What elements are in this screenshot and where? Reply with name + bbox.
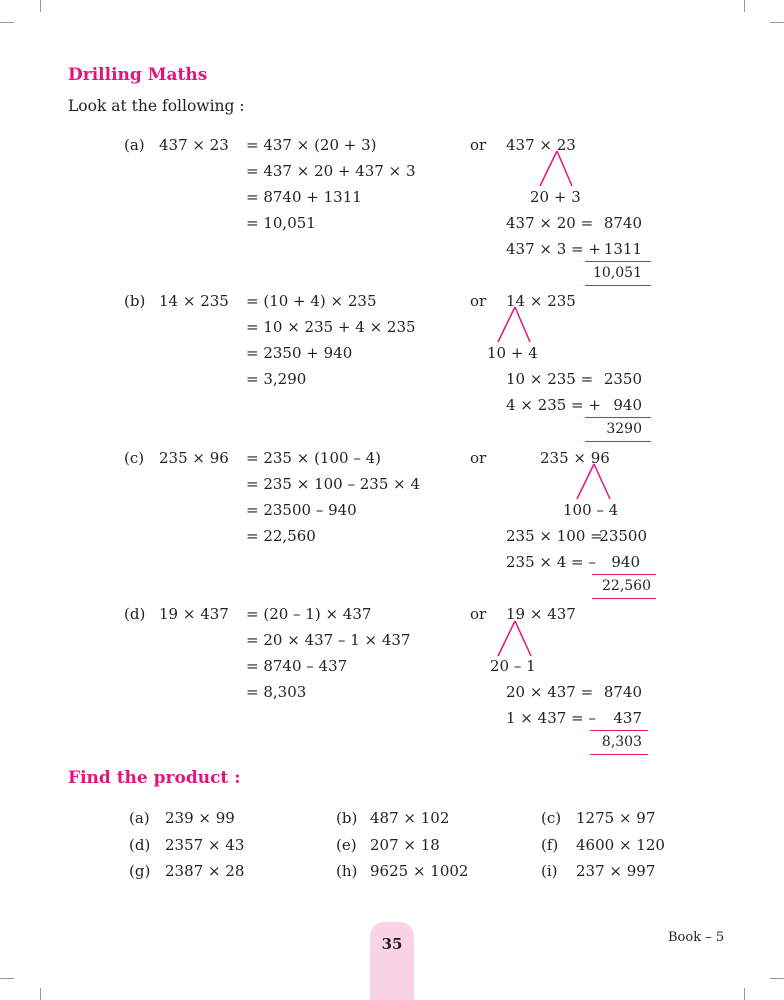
alt-expression: 19 × 437 (506, 605, 576, 623)
partial-product-value: 940 (611, 553, 640, 571)
crop-mark (770, 22, 784, 23)
partial-product-value: 23500 (599, 527, 647, 545)
sum-line (585, 285, 651, 286)
partial-product-value: 1311 (603, 240, 642, 258)
exercise-label: (f) (541, 836, 559, 854)
total-value: 8,303 (601, 734, 642, 750)
total-value: 3290 (606, 421, 642, 437)
crop-mark (40, 988, 41, 1000)
step-line: = 8,303 (246, 683, 307, 701)
step-line: = 10,051 (246, 214, 316, 232)
or-label: or (470, 605, 487, 623)
partial-product-value: 940 (613, 396, 642, 414)
step-line: = 20 × 437 – 1 × 437 (246, 631, 411, 649)
or-label: or (470, 449, 487, 467)
example-label: (b) (124, 292, 146, 310)
split-text: 20 – 1 (490, 657, 536, 675)
step-line: = (20 – 1) × 437 (246, 605, 372, 623)
section-title: Drilling Maths (68, 65, 208, 85)
alt-expression: 437 × 23 (506, 136, 576, 154)
exercise-expression: 239 × 99 (165, 809, 235, 827)
exercise-expression: 487 × 102 (370, 809, 450, 827)
example-expression: 14 × 235 (159, 292, 229, 310)
partial-product-label: 437 × 3 = + (506, 240, 601, 258)
sum-line (590, 754, 648, 755)
split-text: 100 – 4 (563, 501, 619, 519)
partial-product-label: 235 × 100 = (506, 527, 603, 545)
partial-product-label: 4 × 235 = + (506, 396, 601, 414)
exercise-title: Find the product : (68, 768, 241, 788)
alt-expression: 14 × 235 (506, 292, 576, 310)
partial-product-label: 437 × 20 = (506, 214, 594, 232)
exercise-expression: 2357 × 43 (165, 836, 245, 854)
crop-mark (744, 988, 745, 1000)
step-line: = 23500 – 940 (246, 501, 357, 519)
example-label: (d) (124, 605, 146, 623)
sum-line (592, 598, 656, 599)
exercise-label: (g) (129, 862, 151, 880)
split-lines (0, 0, 1, 1)
step-line: = 3,290 (246, 370, 307, 388)
crop-mark (0, 978, 14, 979)
exercise-expression: 2387 × 28 (165, 862, 245, 880)
partial-product-value: 437 (613, 709, 642, 727)
exercise-expression: 1275 × 97 (576, 809, 656, 827)
step-line: = 8740 – 437 (246, 657, 348, 675)
exercise-label: (a) (129, 809, 150, 827)
partial-product-label: 1 × 437 = – (506, 709, 596, 727)
exercise-expression: 9625 × 1002 (370, 862, 469, 880)
page-number-tab (370, 922, 414, 1000)
exercise-expression: 4600 × 120 (576, 836, 665, 854)
step-line: = 2350 + 940 (246, 344, 353, 362)
sum-line (585, 261, 651, 262)
intro-text: Look at the following : (68, 97, 245, 115)
step-line: = (10 + 4) × 235 (246, 292, 377, 310)
page-number: 35 (381, 935, 403, 953)
sum-line (592, 574, 656, 575)
split-text: 20 + 3 (530, 188, 581, 206)
or-label: or (470, 292, 487, 310)
crop-mark (40, 0, 41, 12)
sum-line (590, 730, 648, 731)
partial-product-label: 235 × 4 = – (506, 553, 596, 571)
exercise-label: (i) (541, 862, 558, 880)
example-label: (a) (124, 136, 145, 154)
exercise-label: (e) (336, 836, 357, 854)
partial-product-value: 8740 (603, 683, 642, 701)
step-line: = 22,560 (246, 527, 316, 545)
or-label: or (470, 136, 487, 154)
alt-expression: 235 × 96 (540, 449, 610, 467)
example-expression: 235 × 96 (159, 449, 229, 467)
step-line: = 437 × (20 + 3) (246, 136, 377, 154)
step-line: = 8740 + 1311 (246, 188, 362, 206)
exercise-label: (d) (129, 836, 151, 854)
partial-product-value: 8740 (603, 214, 642, 232)
step-line: = 235 × (100 – 4) (246, 449, 381, 467)
exercise-label: (c) (541, 809, 562, 827)
total-value: 22,560 (602, 578, 651, 594)
exercise-label: (b) (336, 809, 358, 827)
split-text: 10 + 4 (487, 344, 538, 362)
crop-mark (744, 0, 745, 12)
step-line: = 10 × 235 + 4 × 235 (246, 318, 416, 336)
step-line: = 235 × 100 – 235 × 4 (246, 475, 421, 493)
book-label: Book – 5 (668, 930, 725, 945)
sum-line (585, 441, 651, 442)
crop-mark (770, 978, 784, 979)
partial-product-label: 20 × 437 = (506, 683, 594, 701)
example-label: (c) (124, 449, 145, 467)
partial-product-value: 2350 (603, 370, 642, 388)
step-line: = 437 × 20 + 437 × 3 (246, 162, 416, 180)
exercise-expression: 207 × 18 (370, 836, 440, 854)
total-value: 10,051 (593, 265, 642, 281)
partial-product-label: 10 × 235 = (506, 370, 594, 388)
exercise-label: (h) (336, 862, 358, 880)
crop-mark (0, 22, 14, 23)
example-expression: 437 × 23 (159, 136, 229, 154)
exercise-expression: 237 × 997 (576, 862, 656, 880)
example-expression: 19 × 437 (159, 605, 229, 623)
sum-line (585, 417, 651, 418)
